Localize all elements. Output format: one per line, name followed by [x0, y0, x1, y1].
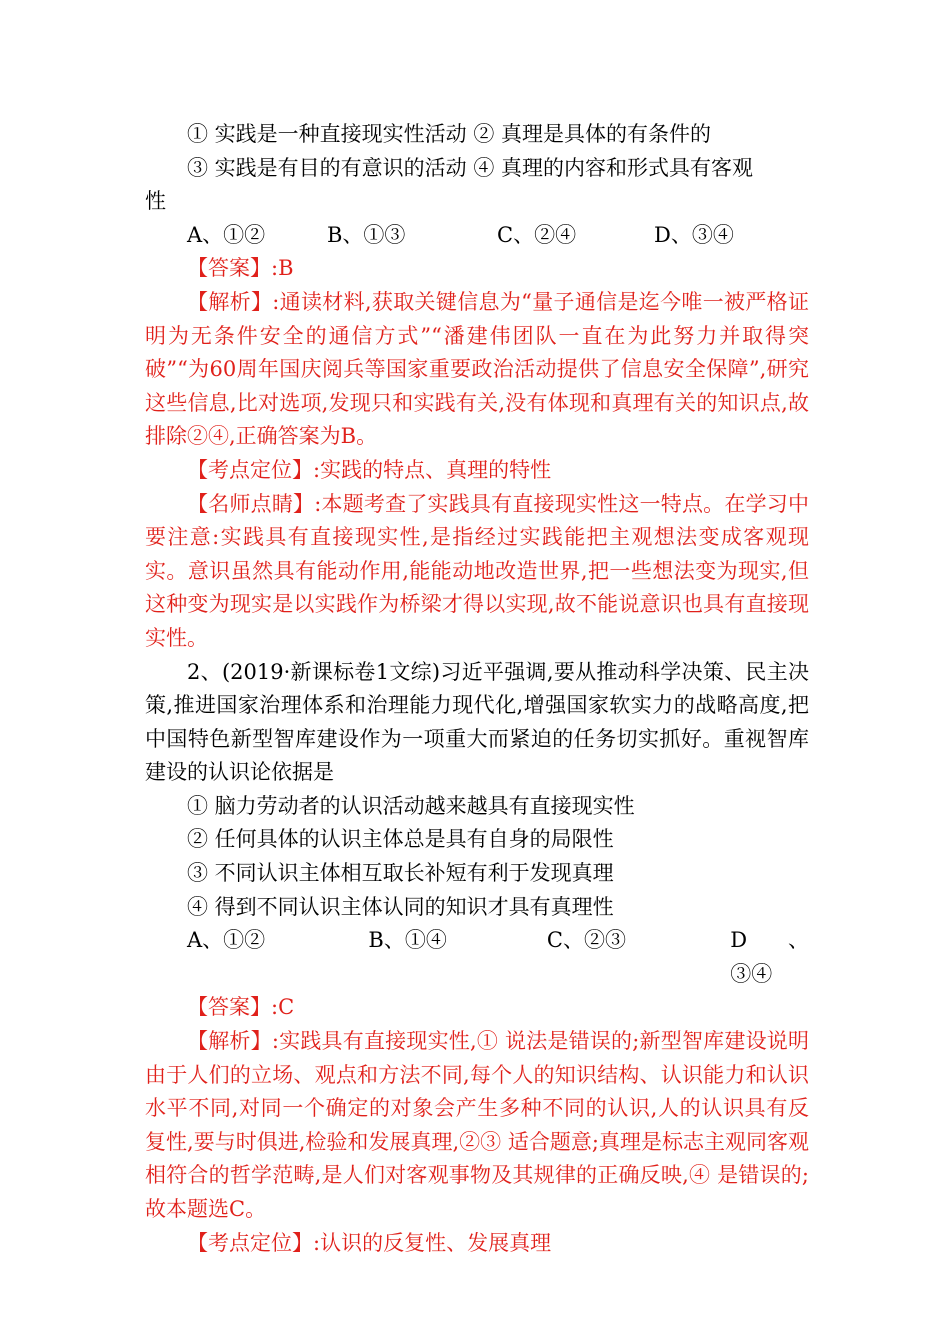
q2-options — [145, 924, 809, 991]
q2-option-a: A、①② — [187, 928, 266, 953]
q2-key-point: 【考点定位】:认识的反复性、发展真理 — [187, 1230, 552, 1255]
q2-statement-3: ③ 不同认识主体相互取长补短有利于发现真理 — [187, 861, 614, 886]
q1-statement-row-1: ① 实践是一种直接现实性活动 ② 真理是具体的有条件的 — [187, 122, 712, 146]
q1-statement-row-2: ③ 实践是有目的有意识的活动 ④ 真理的内容和形式具有客观 — [187, 155, 754, 180]
q1-option-b: B、①③ — [327, 222, 406, 247]
q2-statement-2: ② 任何具体的认识主体总是具有自身的局限性 — [187, 827, 614, 852]
q2-statement-1: ① 脑力劳动者的认识活动越来越具有直接现实性 — [187, 793, 635, 818]
q1-analysis: 【解析】:通读材料,获取关键信息为“量子通信是迄今唯一被严格证明为无条件安全的通信方式”“潘建伟团队一直在为此努力并取得突破”“为60周年国庆阅兵等国家重要政治活动提供了信息安全保障”,研究这些信息,比对选项,发现只和实践有关,没有体现和真理有关的知识点,故排除②④,正确答案为B。 — [145, 289, 809, 449]
q1-option-a: A、①② — [187, 222, 266, 247]
q2-question: 2、(2019·新课标卷1文综)习近平强调,要从推动科学决策、民主决策,推进国家治理体系和治理能力现代化,增强国家软实力的战略高度,把中国特色新型智库建设作为一项重大而紧迫的任务切实抓好。重视智库建设的认识论依据是 — [145, 659, 809, 785]
q2-option-c: C、②③ — [546, 928, 626, 953]
q1-statement-row-2-cont: 性 — [145, 189, 166, 214]
document-page — [145, 118, 809, 1260]
q1-option-c: C、②④ — [497, 222, 577, 247]
q2-option-b: B、①④ — [368, 928, 447, 953]
q1-teacher-tip: 【名师点睛】:本题考查了实践具有直接现实性这一特点。在学习中要注意:实践具有直接现实性,是指经过实践能把主观想法变成客观现实。意识虽然具有能动作用,能能动地改造世界,把一些想法变为现实,但这种变为现实是以实践作为桥梁才得以实现,故不能说意识也具有直接现实性。 — [145, 491, 809, 650]
q1-options — [145, 219, 809, 253]
q1-option-d: D、③④ — [654, 222, 734, 247]
q1-key-point: 【考点定位】:实践的特点、真理的特性 — [187, 457, 552, 482]
q2-analysis: 【解析】:实践具有直接现实性,① 说法是错误的;新型智库建设说明由于人们的立场、观点和方法不同,每个人的知识结构、认识能力和认识水平不同,对同一个确定的对象会产生多种不同的认识,人的认识具有反复性,要与时俱进,检验和发展真理,②③ 适合题意;真理是标志主观同客观相符合的哲学范畴,是人们对客观事物及其规律的正确反映,④ 是错误的;故本题选C。 — [145, 1029, 809, 1221]
q2-answer: 【答案】:C — [187, 995, 295, 1020]
q2-option-d: D、③④ — [730, 928, 809, 986]
q1-answer: 【答案】:B — [187, 256, 294, 281]
q2-statement-4: ④ 得到不同认识主体认同的知识才具有真理性 — [187, 894, 614, 919]
